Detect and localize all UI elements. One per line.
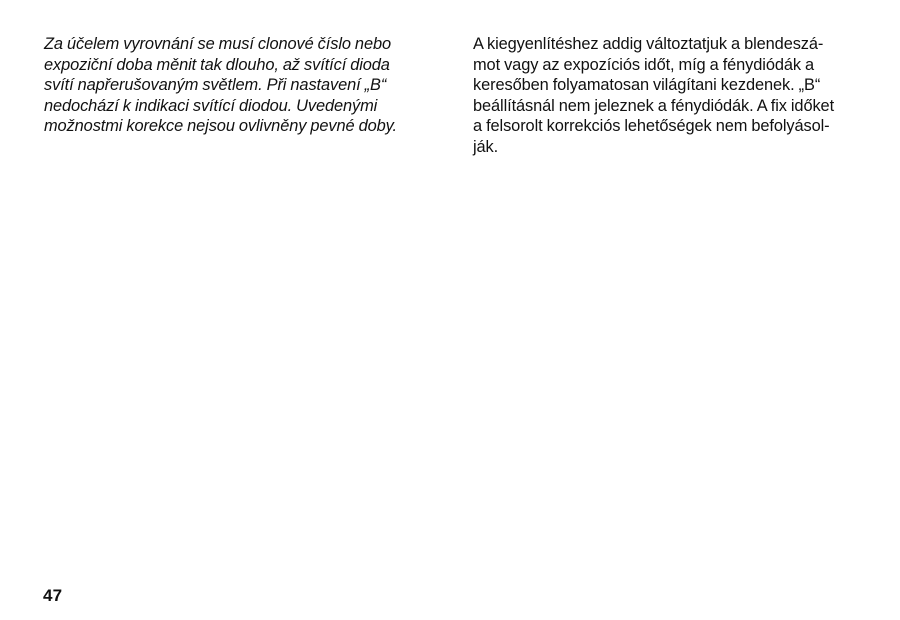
hungarian-line: ják. [473, 137, 499, 156]
czech-line: expoziční doba měnit tak dlouho, až svítící dioda [44, 55, 390, 74]
czech-line: možnostmi korekce nejsou ovlivněny pevné doby. [44, 117, 397, 135]
czech-line: Za účelem vyrovnání se musí clonové číslo nebo [44, 35, 391, 53]
hungarian-line: mot vagy az expozíciós időt, míg a fénydiódák a [473, 55, 815, 74]
hungarian-line: A kiegyenlítéshez addig változtatjuk a blendeszá- [473, 35, 824, 53]
czech-paragraph [44, 34, 448, 137]
hungarian-line: beállításnál nem jeleznek a fénydiódák. A fix időket [473, 96, 835, 115]
czech-line: nedochází k indikaci svítící diodou. Uvedenými [44, 96, 378, 115]
hungarian-paragraph [473, 34, 869, 157]
page-number: 47 [43, 586, 63, 605]
hungarian-line: a felsorolt korrekciós lehetőségek nem befolyásol- [473, 117, 830, 135]
czech-line: svítí napřerušovaným světlem. Při nastavení „B“ [44, 76, 387, 94]
hungarian-line: keresőben folyamatosan világítani kezdenek. „B“ [473, 76, 821, 94]
